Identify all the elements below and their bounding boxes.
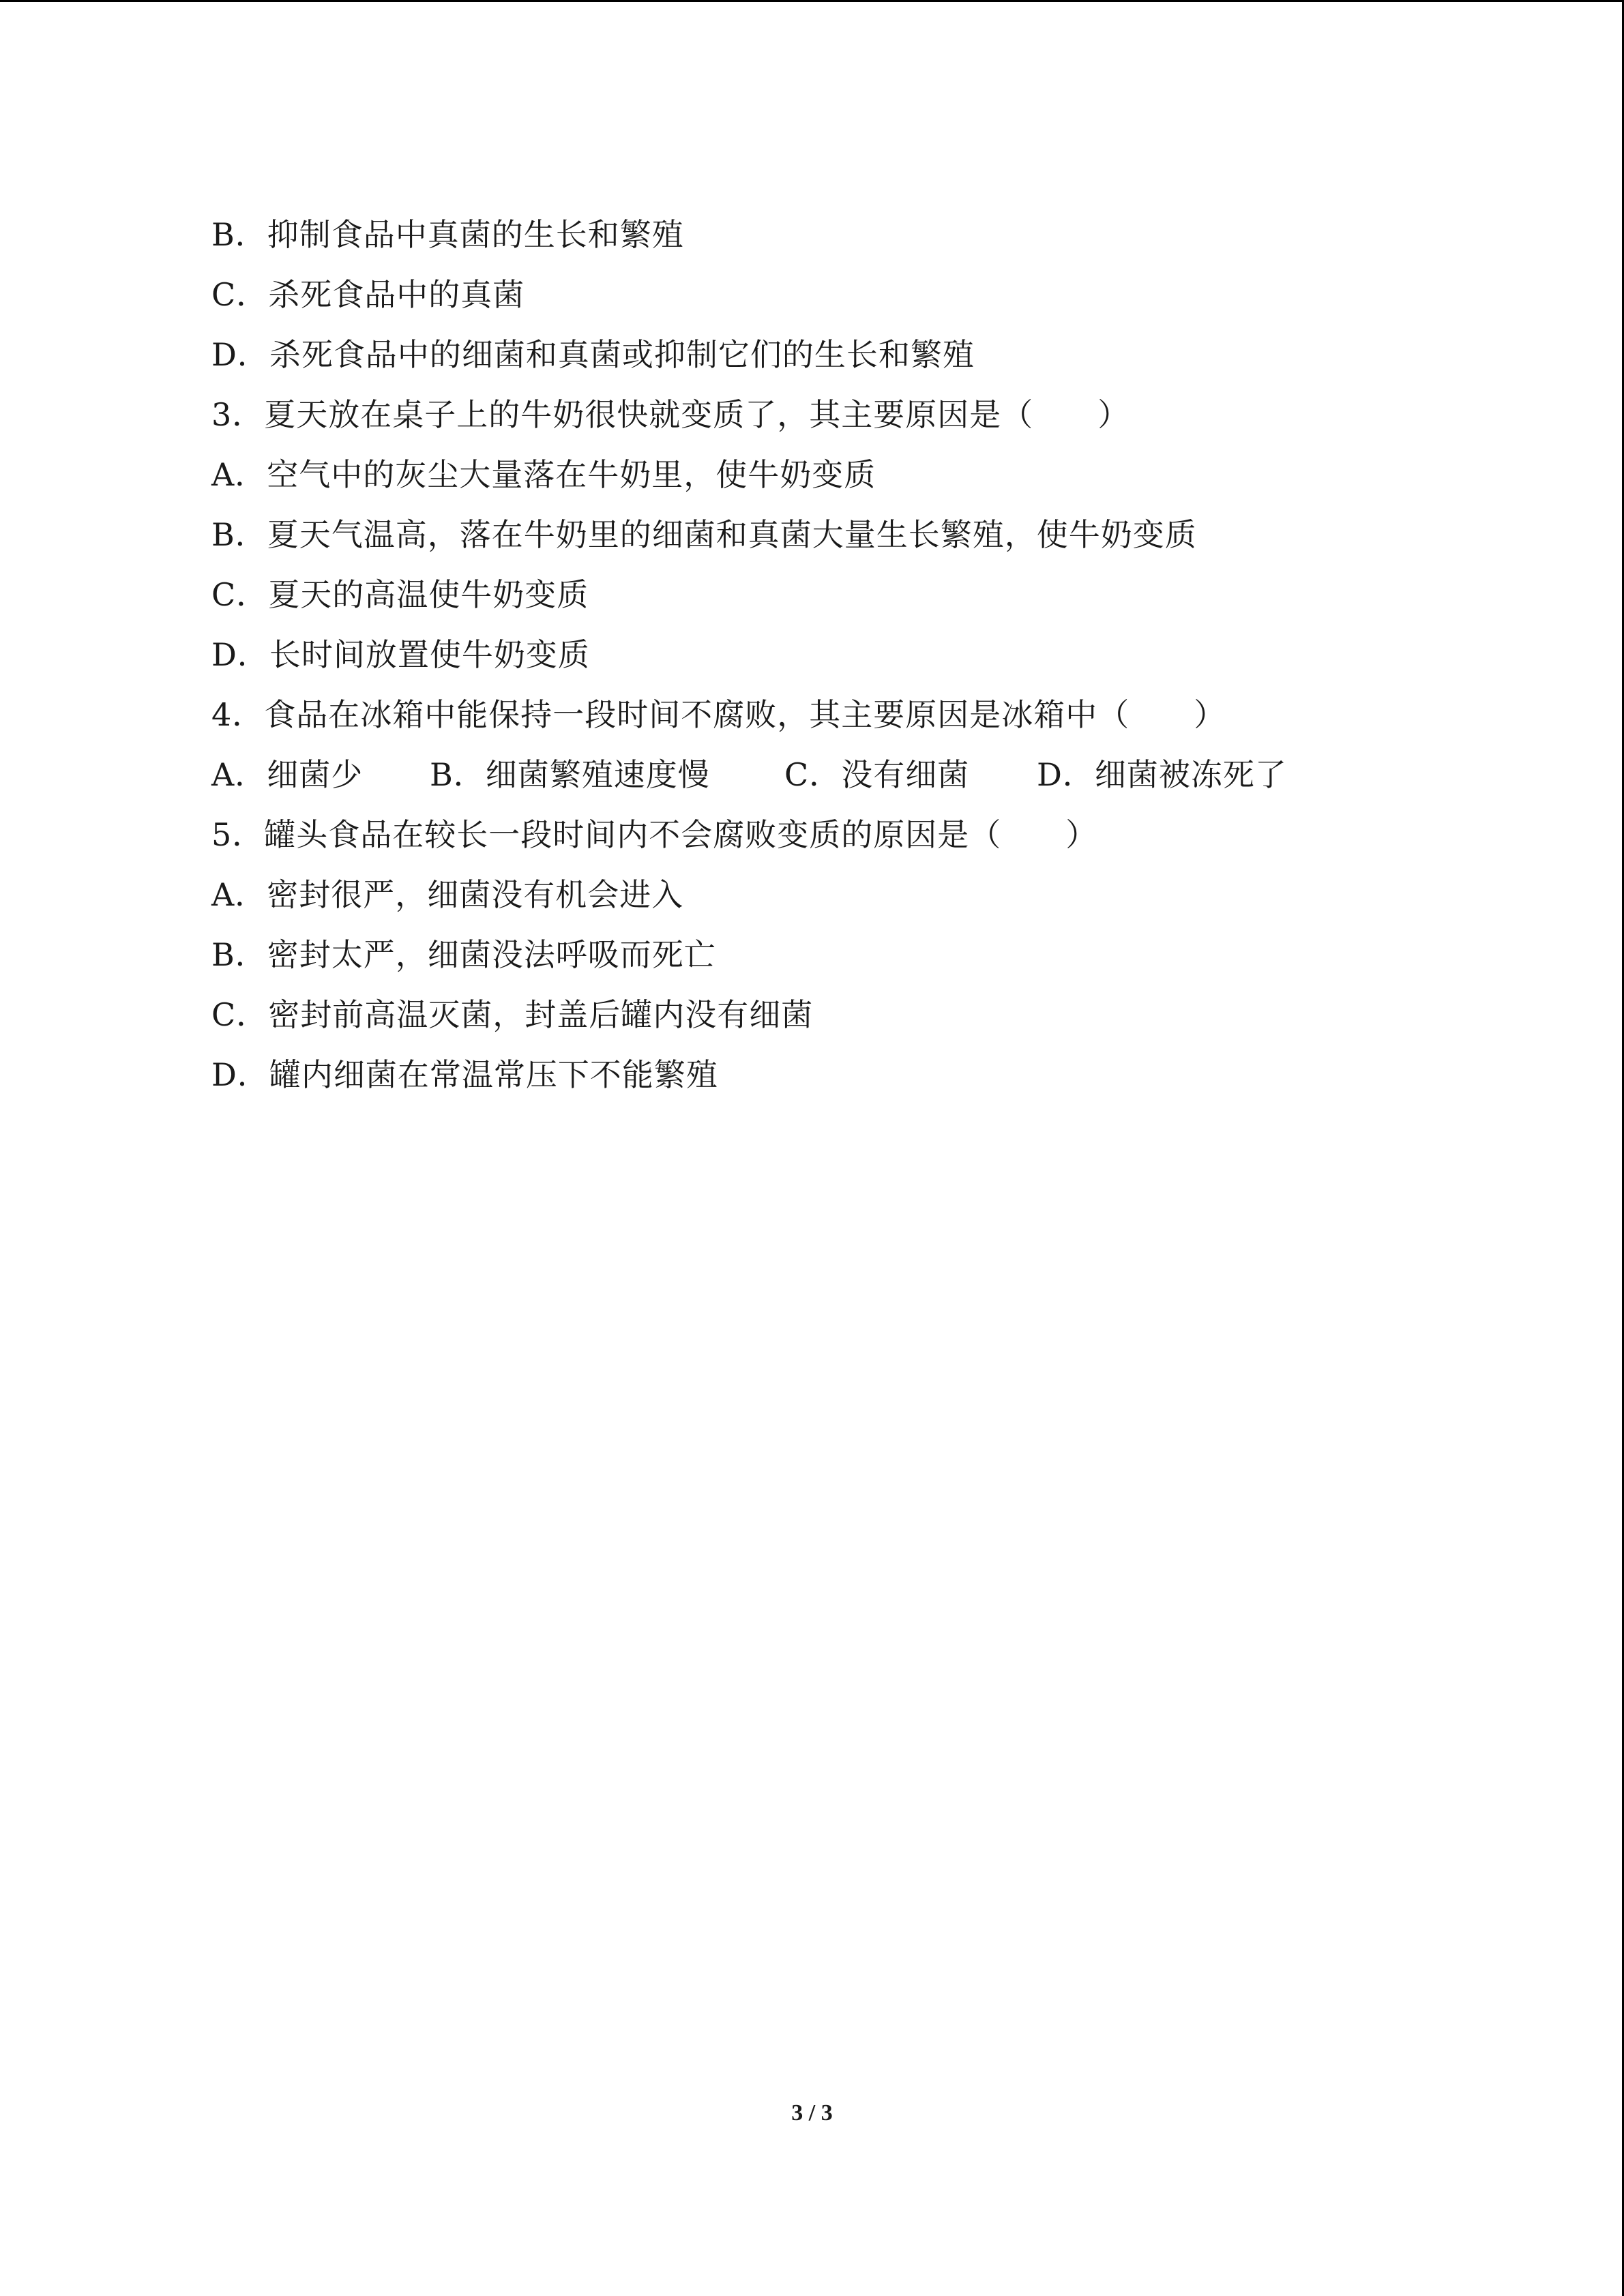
- q2-option-c: C．杀死食品中的真菌: [211, 276, 525, 313]
- q3-option-d: D．长时间放置使牛奶变质: [211, 636, 590, 673]
- q4-option-c: C．没有细菌: [784, 756, 970, 793]
- q2-option-d: D．杀死食品中的细菌和真菌或抑制它们的生长和繁殖: [211, 336, 975, 373]
- document-body: [211, 205, 1507, 1105]
- question-5: 5．罐头食品在较长一段时间内不会腐败变质的原因是（ ）: [211, 816, 1098, 853]
- q5-option-d: D．罐内细菌在常温常压下不能繁殖: [211, 1056, 718, 1093]
- q4-option-b: B．细菌繁殖速度慢: [430, 756, 710, 793]
- q4-option-d: D．细菌被冻死了: [1037, 756, 1287, 793]
- page-border-top: [0, 0, 1624, 2]
- q5-option-a: A．密封很严，细菌没有机会进入: [211, 876, 684, 913]
- q4-option-a: A．细菌少: [211, 756, 364, 793]
- q3-option-b: B．夏天气温高，落在牛奶里的细菌和真菌大量生长繁殖，使牛奶变质: [211, 516, 1197, 553]
- q5-option-b: B．密封太严，细菌没法呼吸而死亡: [211, 936, 716, 973]
- q3-option-c: C．夏天的高温使牛奶变质: [211, 576, 589, 613]
- q4-options-row: [211, 745, 1507, 805]
- q2-option-b: B．抑制食品中真菌的生长和繁殖: [211, 216, 684, 253]
- question-4: 4．食品在冰箱中能保持一段时间不腐败，其主要原因是冰箱中（ ）: [211, 696, 1226, 733]
- page-number: 3 / 3: [791, 2100, 833, 2126]
- q3-option-a: A．空气中的灰尘大量落在牛奶里，使牛奶变质: [211, 456, 876, 493]
- q5-option-c: C．密封前高温灭菌，封盖后罐内没有细菌: [211, 996, 814, 1033]
- question-3: 3．夏天放在桌子上的牛奶很快就变质了，其主要原因是（ ）: [211, 396, 1130, 433]
